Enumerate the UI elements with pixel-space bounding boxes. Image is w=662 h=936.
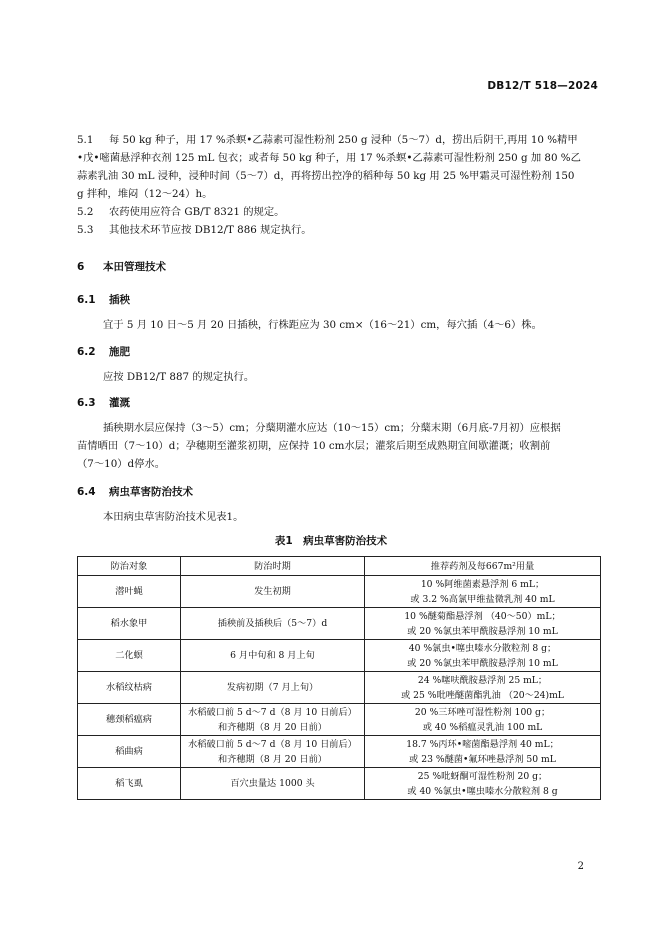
column-header-period: 防治时期 bbox=[181, 557, 365, 576]
agent-line: 18.7 %丙环•嘧菌酯悬浮剂 40 mL； bbox=[406, 738, 559, 750]
cell-target: 穗颈稻瘟病 bbox=[78, 704, 181, 736]
agent-line: 25 %吡蚜酮可湿性粉剂 20 g； bbox=[417, 770, 548, 782]
agent-line: 或 25 %吡唑醚菌酯乳油 （20～24)mL bbox=[401, 689, 564, 701]
clause-6-1-text: 宜于 5 月 10 日～5 月 20 日插秧，行株距应为 30 cm×（16～21）cm，每穴插（4～6）株。 bbox=[103, 319, 542, 331]
clause-number: 5.1 bbox=[77, 134, 94, 146]
clause-6-4-text: 本田病虫草害防治技术见表1。 bbox=[103, 511, 244, 523]
agent-line: 或 20 %氯虫苯甲酰胺悬浮剂 10 mL bbox=[407, 625, 558, 637]
agent-line: 或 40 %稻瘟灵乳油 100 mL bbox=[422, 721, 543, 733]
cell-agents bbox=[365, 736, 601, 768]
agent-line: 24 %噻呋酰胺悬浮剂 25 mL； bbox=[417, 674, 548, 686]
cell-period bbox=[181, 704, 365, 736]
standard-code: DB12/T 518—2024 bbox=[487, 80, 598, 92]
agent-line: 或 40 %氯虫•噻虫嗪水分散粒剂 8 g bbox=[407, 785, 558, 797]
cell-period bbox=[181, 576, 365, 608]
agent-line: 或 20 %氯虫苯甲酰胺悬浮剂 10 mL bbox=[407, 657, 558, 669]
section-6-4-heading: 6.4 病虫草害防治技术 bbox=[77, 486, 193, 498]
cell-target: 二化螟 bbox=[78, 640, 181, 672]
agent-line: 或 23 %醚菌•氟环唑悬浮剂 50 mL bbox=[409, 753, 556, 765]
page-number: 2 bbox=[577, 861, 584, 872]
cell-period bbox=[181, 640, 365, 672]
period-line: 百穴虫量达 1000 头 bbox=[230, 778, 315, 789]
section-6-3-heading: 6.3 灌溉 bbox=[77, 397, 130, 409]
clause-5-1-line-3: 蒜素乳油 30 mL 浸种，浸种时间（5～7）d，再将捞出控净的稻种每 50 kg 用 25 %甲霜灵可湿性粉剂 150 bbox=[77, 170, 575, 182]
clause-6-2-text: 应按 DB12/T 887 的规定执行。 bbox=[103, 371, 255, 383]
table-body bbox=[78, 576, 601, 800]
period-line: 插秧前及插秧后（5～7）d bbox=[217, 618, 328, 629]
period-line: 和齐穗期（8 月 20 日前） bbox=[218, 753, 327, 765]
period-line: 发生初期 bbox=[254, 586, 291, 597]
period-line: 水稻破口前 5 d～7 d（8 月 10 日前后） bbox=[188, 738, 357, 750]
clause-5-2: 5.2 农药使用应符合 GB/T 8321 的规定。 bbox=[77, 203, 284, 221]
cell-target: 稻曲病 bbox=[78, 736, 181, 768]
cell-agents bbox=[365, 608, 601, 640]
column-header-agents: 推荐药剂及每667m²用量 bbox=[365, 557, 601, 576]
agent-line: 20 %三环唑可湿性粉剂 100 g； bbox=[414, 706, 551, 718]
table-row bbox=[78, 608, 601, 640]
cell-target: 水稻纹枯病 bbox=[78, 672, 181, 704]
clause-5-3: 5.3 其他技术环节应按 DB12/T 886 规定执行。 bbox=[77, 221, 312, 239]
clause-5-1-line-2: •戊•嘧菌悬浮种衣剂 125 mL 包衣；或者每 50 kg 种子，用 17 %杀螟•乙蒜素可湿性粉剂 250 g 加 80 %乙 bbox=[77, 152, 581, 164]
cell-agents bbox=[365, 704, 601, 736]
table-row bbox=[78, 576, 601, 608]
cell-period bbox=[181, 672, 365, 704]
cell-target: 稻飞虱 bbox=[78, 768, 181, 800]
cell-agents bbox=[365, 576, 601, 608]
table-row bbox=[78, 640, 601, 672]
agent-line: 40 %氯虫•噻虫嗪水分散粒剂 8 g； bbox=[408, 642, 557, 654]
column-header-target: 防治对象 bbox=[78, 557, 181, 576]
cell-agents bbox=[365, 768, 601, 800]
section-6-2-heading: 6.2 施肥 bbox=[77, 346, 130, 358]
clause-5-1-line-1: 5.1 每 50 kg 种子，用 17 %杀螟•乙蒜素可湿性粉剂 250 g 浸种（5～7）d，捞出后阴干,再用 10 %精甲 bbox=[77, 131, 578, 149]
agent-line: 10 %醚菊酯悬浮剂 （40～50）mL； bbox=[404, 610, 561, 622]
period-line: 和齐穗期（8 月 20 日前） bbox=[218, 721, 327, 733]
cell-target: 潜叶蝇 bbox=[78, 576, 181, 608]
table-caption: 表1 病虫草害防治技术 bbox=[274, 535, 388, 547]
cell-period bbox=[181, 768, 365, 800]
cell-agents bbox=[365, 672, 601, 704]
period-line: 水稻破口前 5 d～7 d（8 月 10 日前后） bbox=[188, 706, 357, 718]
cell-target: 稻水象甲 bbox=[78, 608, 181, 640]
table-row bbox=[78, 736, 601, 768]
section-6-heading: 6 本田管理技术 bbox=[77, 261, 166, 273]
period-line: 发病初期（7 月上旬） bbox=[226, 682, 319, 693]
agent-line: 或 3.2 %高氯甲维盐微乳剂 40 mL bbox=[410, 593, 555, 605]
clause-number: 5.3 bbox=[77, 224, 94, 236]
clause-number: 5.2 bbox=[77, 206, 94, 218]
section-6-1-heading: 6.1 插秧 bbox=[77, 294, 130, 306]
cell-period bbox=[181, 736, 365, 768]
clause-5-1-line-4: g 拌种，堆闷（12～24）h。 bbox=[77, 188, 213, 200]
clause-6-3-line-2: 苗情晒田（7～10）d；孕穗期至灌浆初期，应保持 10 cm水层；灌浆后期至成熟期宜间歇灌溉；收割前 bbox=[77, 440, 551, 452]
cell-agents bbox=[365, 640, 601, 672]
cell-period bbox=[181, 608, 365, 640]
table-row bbox=[78, 672, 601, 704]
clause-6-3-line-3: （7～10）d停水。 bbox=[77, 458, 166, 470]
period-line: 6 月中旬和 8 月上旬 bbox=[230, 650, 315, 661]
agent-line: 10 %阿维菌素悬浮剂 6 mL； bbox=[420, 578, 545, 590]
table-row bbox=[78, 704, 601, 736]
table-header-row bbox=[78, 557, 601, 576]
pest-control-table bbox=[77, 556, 601, 800]
table-row bbox=[78, 768, 601, 800]
clause-6-3-line-1: 插秧期水层应保持（3～5）cm；分蘖期灌水应达（10～15）cm；分蘖末期（6月底-7月初）应根据 bbox=[103, 422, 561, 434]
